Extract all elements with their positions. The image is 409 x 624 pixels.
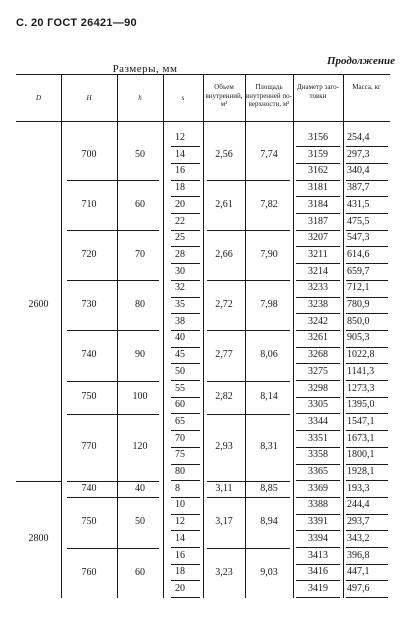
subgroup-rule [67, 280, 159, 281]
cell-s: 14 [175, 532, 185, 544]
cell-h: 100 [132, 391, 148, 403]
cell-blank: 3413 [308, 549, 328, 561]
cell-blank: 3261 [308, 332, 328, 344]
column-rule [61, 74, 62, 598]
cell-volume: 2,61 [215, 199, 233, 211]
cell-s: 35 [175, 299, 185, 310]
header-H: H [86, 94, 92, 102]
cell-blank: 3416 [308, 566, 328, 578]
cell-s: 10 [175, 499, 185, 511]
cell-blank: 3388 [308, 499, 328, 511]
cell-blank: 3211 [308, 248, 328, 260]
cell-s: 20 [175, 198, 185, 210]
subgroup-rule [207, 414, 290, 415]
cell-H: 750 [81, 516, 97, 528]
cell-blank: 3391 [308, 516, 328, 528]
subgroup-rule [207, 497, 290, 498]
cell-volume: 3,11 [215, 483, 233, 495]
cell-h: 90 [135, 349, 145, 361]
cell-s: 20 [175, 582, 185, 594]
header-blank-diameter: Диаметр заготовки [297, 83, 339, 100]
cell-h: 50 [135, 516, 145, 528]
cell-mass: 497,6 [347, 582, 370, 594]
cell-mass: 244,4 [347, 499, 370, 511]
cell-volume: 2,56 [215, 149, 233, 161]
cell-blank: 3238 [308, 299, 328, 310]
cell-volume: 3,17 [215, 516, 233, 528]
cell-H: 720 [81, 249, 97, 261]
cell-s: 55 [175, 382, 185, 394]
subgroup-rule [67, 414, 159, 415]
cell-h: 50 [135, 149, 145, 161]
cell-s: 12 [175, 132, 185, 143]
cell-s: 60 [175, 399, 185, 411]
subgroup-rule [207, 280, 290, 281]
cell-mass: 659,7 [347, 265, 370, 277]
header-area: Площадь внутренней поверхности, м² [246, 83, 292, 108]
cell-area: 9,03 [260, 566, 278, 578]
cell-mass: 431,5 [347, 198, 370, 210]
cell-s: 50 [175, 365, 185, 377]
cell-s: 12 [175, 516, 185, 528]
cell-s: 32 [175, 282, 185, 294]
cell-blank: 3358 [308, 449, 328, 461]
cell-blank: 3268 [308, 349, 328, 361]
cell-blank: 3365 [308, 466, 328, 477]
page-header: С. 20 ГОСТ 26421—90 [16, 17, 137, 29]
cell-s: 14 [175, 148, 185, 160]
cell-mass: 1928,1 [347, 466, 375, 477]
subgroup-rule [207, 330, 290, 331]
cell-mass: 905,3 [347, 332, 370, 344]
cell-mass: 547,3 [347, 232, 370, 244]
header-mass: Масса, кг [352, 83, 381, 91]
cell-mass: 1022,8 [347, 349, 375, 361]
header-h: h [138, 94, 142, 102]
cell-area: 8,14 [260, 391, 278, 403]
cell-h: 80 [135, 299, 145, 311]
cell-area: 7,98 [260, 299, 278, 311]
cell-blank: 3207 [308, 232, 328, 244]
cell-blank: 3305 [308, 399, 328, 411]
cell-blank: 3394 [308, 532, 328, 544]
cell-h: 70 [135, 249, 145, 261]
cell-s: 22 [175, 215, 185, 227]
cell-blank: 3159 [308, 148, 328, 160]
cell-mass: 1395,0 [347, 399, 375, 411]
cell-mass: 712,1 [347, 282, 370, 294]
subgroup-rule [67, 180, 159, 181]
cell-H: 730 [81, 299, 97, 311]
cell-mass: 1800,1 [347, 449, 375, 461]
cell-blank: 3233 [308, 282, 328, 294]
header-s: s [181, 94, 185, 102]
cell-blank: 3275 [308, 365, 328, 377]
cell-volume: 2,66 [215, 249, 233, 261]
cell-blank: 3419 [308, 582, 328, 594]
cell-H: 750 [81, 391, 97, 403]
column-rule [245, 74, 246, 598]
cell-s: 75 [175, 449, 185, 461]
cell-s: 25 [175, 232, 185, 244]
row-rule [171, 597, 200, 598]
cell-blank: 3242 [308, 315, 328, 327]
cell-h: 120 [132, 441, 148, 453]
cell-s: 8 [175, 482, 180, 494]
cell-s: 28 [175, 248, 185, 260]
cell-s: 45 [175, 349, 185, 361]
cell-volume: 2,77 [215, 349, 233, 361]
cell-area: 7,90 [260, 249, 278, 261]
cell-mass: 780,9 [347, 299, 370, 310]
cell-area: 8,06 [260, 349, 278, 361]
column-rule [293, 74, 294, 598]
cell-D: 2800 [28, 533, 49, 545]
cell-H: 740 [81, 483, 97, 495]
subgroup-rule [67, 381, 159, 382]
cell-mass: 293,7 [347, 516, 370, 528]
column-rule [203, 74, 204, 598]
cell-mass: 614,6 [347, 248, 370, 260]
cell-blank: 3162 [308, 165, 328, 177]
cell-mass: 193,3 [347, 482, 370, 494]
cell-mass: 850,0 [347, 315, 370, 327]
cell-h: 60 [135, 566, 145, 578]
continuation-label: Продолжение [326, 55, 395, 67]
cell-mass: 1141,3 [347, 365, 375, 377]
cell-mass: 254,4 [347, 132, 370, 143]
cell-blank: 3184 [308, 198, 328, 210]
cell-mass: 396,8 [347, 549, 370, 561]
cell-h: 40 [135, 483, 145, 495]
subgroup-rule [207, 230, 290, 231]
cell-mass: 475,5 [347, 215, 370, 227]
subgroup-rule [67, 548, 159, 549]
cell-mass: 1673,1 [347, 432, 375, 444]
cell-H: 740 [81, 349, 97, 361]
subgroup-rule [207, 180, 290, 181]
subgroup-rule [67, 330, 159, 331]
cell-s: 65 [175, 415, 185, 427]
cell-mass: 340,4 [347, 165, 370, 177]
column-rule [343, 74, 344, 598]
cell-mass: 297,3 [347, 148, 370, 160]
cell-area: 8,85 [260, 483, 278, 495]
subgroup-rule [67, 230, 159, 231]
cell-mass: 343,2 [347, 532, 370, 544]
header-volume: Объем внутренний, м³ [205, 83, 243, 108]
cell-blank: 3344 [308, 415, 328, 427]
cell-blank: 3298 [308, 382, 328, 394]
cell-h: 60 [135, 199, 145, 211]
cell-s: 38 [175, 315, 185, 327]
cell-volume: 3,23 [215, 566, 233, 578]
group-rule [16, 481, 61, 482]
cell-H: 760 [81, 566, 97, 578]
cell-s: 16 [175, 549, 185, 561]
row-rule [296, 597, 340, 598]
cell-blank: 3369 [308, 482, 328, 494]
cell-mass: 387,7 [347, 182, 370, 194]
cell-volume: 2,82 [215, 391, 233, 403]
cell-s: 18 [175, 182, 185, 194]
cell-blank: 3351 [308, 432, 328, 444]
column-rule [163, 74, 164, 598]
column-rule [117, 74, 118, 598]
subgroup-rule [67, 497, 159, 498]
cell-area: 8,94 [260, 516, 278, 528]
cell-area: 8,31 [260, 441, 278, 453]
cell-blank: 3181 [308, 182, 328, 194]
header-D: D [35, 94, 42, 102]
row-rule [346, 597, 388, 598]
cell-s: 80 [175, 466, 185, 477]
cell-mass: 1547,1 [347, 415, 375, 427]
cell-s: 30 [175, 265, 185, 277]
cell-D: 2600 [28, 299, 49, 311]
dimensions-caption: Размеры, мм [112, 63, 178, 75]
cell-volume: 2,72 [215, 299, 233, 311]
cell-mass: 447,1 [347, 566, 370, 578]
cell-H: 700 [81, 149, 97, 161]
cell-area: 7,74 [260, 149, 278, 161]
cell-s: 40 [175, 332, 185, 344]
cell-volume: 2,93 [215, 441, 233, 453]
cell-blank: 3214 [308, 265, 328, 277]
cell-s: 18 [175, 566, 185, 578]
cell-H: 770 [81, 441, 97, 453]
cell-s: 70 [175, 432, 185, 444]
cell-area: 7,82 [260, 199, 278, 211]
subgroup-rule [207, 548, 290, 549]
cell-s: 16 [175, 165, 185, 177]
cell-mass: 1273,3 [347, 382, 375, 394]
cell-blank: 3187 [308, 215, 328, 227]
subgroup-rule [207, 381, 290, 382]
cell-blank: 3156 [308, 132, 328, 143]
cell-H: 710 [81, 199, 97, 211]
